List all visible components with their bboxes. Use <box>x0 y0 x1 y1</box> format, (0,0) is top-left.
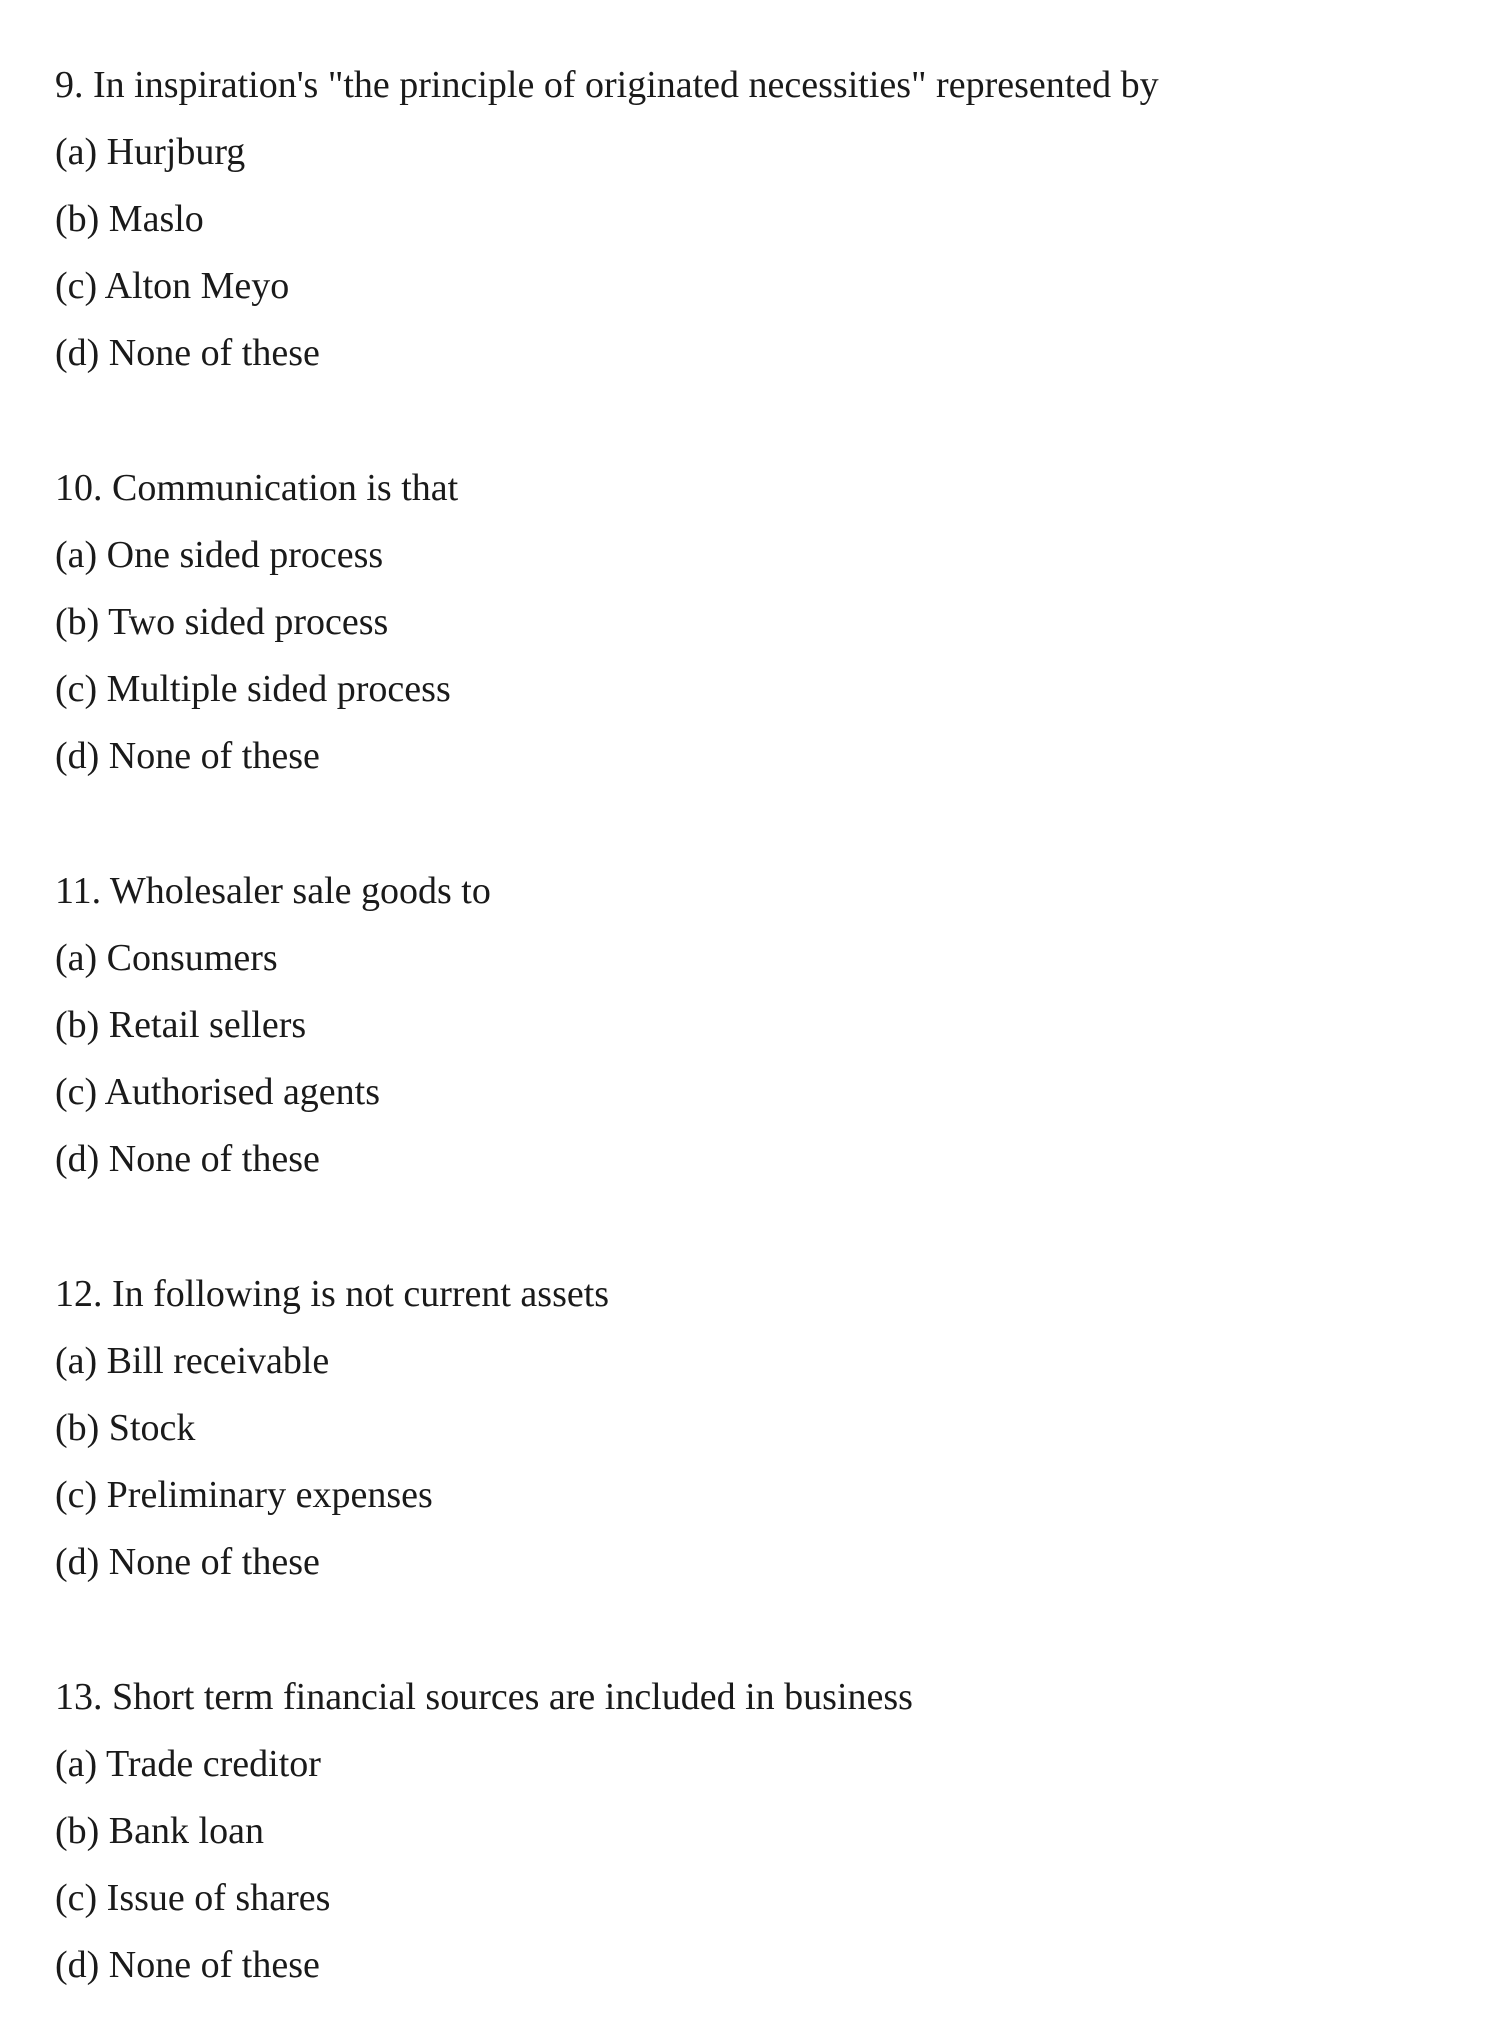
option-d: (d) None of these <box>55 332 320 374</box>
option-c: (c) Preliminary expenses <box>55 1474 433 1516</box>
option-c: (c) Issue of shares <box>55 1877 331 1919</box>
question-text: 11. Wholesaler sale goods to <box>55 870 491 912</box>
option-a: (a) Bill receivable <box>55 1340 330 1382</box>
option-a: (a) Hurjburg <box>55 131 246 173</box>
option-d: (d) None of these <box>55 735 320 777</box>
option-b: (b) Maslo <box>55 198 204 240</box>
option-c: (c) Alton Meyo <box>55 265 290 307</box>
option-b: (b) Bank loan <box>55 1810 264 1852</box>
option-c: (c) Multiple sided process <box>55 668 451 710</box>
question-10 <box>55 455 1455 790</box>
question-text: 9. In inspiration's "the principle of originated necessities" represented by <box>55 64 1159 106</box>
question-text: 13. Short term financial sources are included in business <box>55 1676 913 1718</box>
option-a: (a) Consumers <box>55 937 278 979</box>
option-d: (d) None of these <box>55 1138 320 1180</box>
option-c: (c) Authorised agents <box>55 1071 381 1113</box>
option-b: (b) Two sided process <box>55 601 389 643</box>
question-text: 10. Communication is that <box>55 467 459 509</box>
option-d: (d) None of these <box>55 1541 320 1583</box>
question-9 <box>55 52 1455 387</box>
question-12 <box>55 1261 1455 1596</box>
option-a: (a) One sided process <box>55 534 384 576</box>
question-text: 12. In following is not current assets <box>55 1273 610 1315</box>
option-b: (b) Retail sellers <box>55 1004 307 1046</box>
option-b: (b) Stock <box>55 1407 196 1449</box>
question-13 <box>55 1664 1455 1999</box>
question-11 <box>55 858 1455 1193</box>
option-a: (a) Trade creditor <box>55 1743 321 1785</box>
option-d: (d) None of these <box>55 1944 320 1986</box>
